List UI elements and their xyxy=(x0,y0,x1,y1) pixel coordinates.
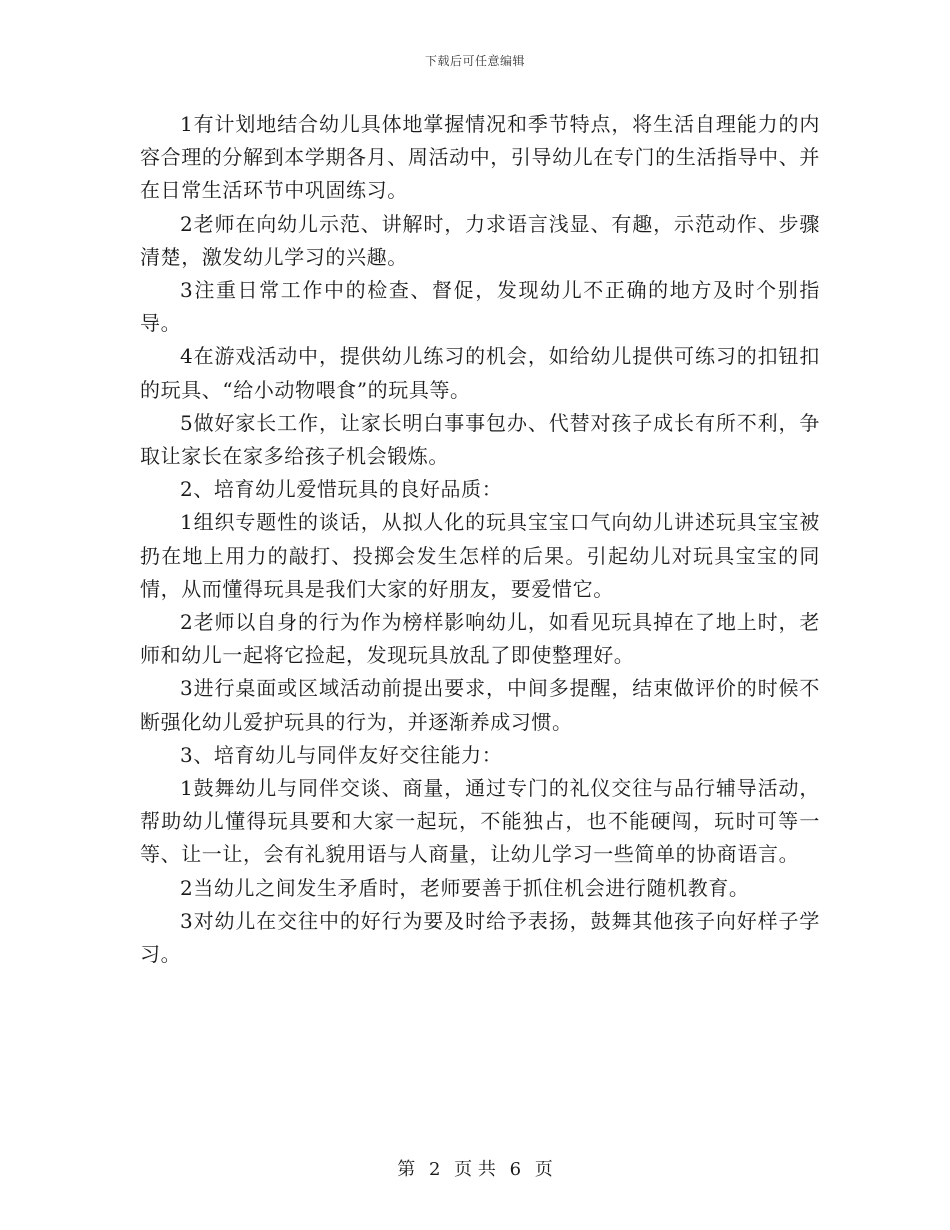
footer-page-number: 2 xyxy=(428,1159,441,1180)
page-footer xyxy=(0,1155,950,1181)
paragraph: 1组织专题性的谈话，从拟人化的玩具宝宝口气向幼儿讲述玩具宝宝被扔在地上用力的敲打、投掷会发生怎样的后果。引起幼儿对玩具宝宝的同情，从而懂得玩具是我们大家的好朋友，要爱惜它。 xyxy=(140,510,820,601)
paragraph: 1有计划地结合幼儿具体地掌握情况和季节特点，将生活自理能力的内容合理的分解到本学期各月、周活动中，引导幼儿在专门的生活指导中、并在日常生活环节中巩固练习。 xyxy=(140,112,820,203)
page-header: 下载后可任意编辑 xyxy=(424,54,525,68)
paragraph: 1鼓舞幼儿与同伴交谈、商量，通过专门的礼仪交往与品行辅导活动，帮助幼儿懂得玩具要和大家一起玩，不能独占，也不能硬闯，玩时可等一等、让一让，会有礼貌用语与人商量，让幼儿学习一些简单的协商语言。 xyxy=(140,776,820,867)
footer-prefix: 第 xyxy=(397,1159,416,1180)
document-body xyxy=(140,108,820,971)
footer-suffix: 页 xyxy=(534,1159,553,1180)
footer-middle: 页 共 xyxy=(454,1159,496,1180)
footer-total-pages: 6 xyxy=(509,1159,522,1180)
paragraph: 2老师在向幼儿示范、讲解时，力求语言浅显、有趣，示范动作、步骤清楚，激发幼儿学习的兴趣。 xyxy=(140,211,820,269)
paragraph: 3注重日常工作中的检查、督促，发现幼儿不正确的地方及时个别指导。 xyxy=(140,278,820,336)
section-heading: 3、培育幼儿与同伴友好交往能力： xyxy=(180,742,503,767)
paragraph: 3进行桌面或区域活动前提出要求，中间多提醒，结束做评价的时候不断强化幼儿爱护玩具的行为，并逐渐养成习惯。 xyxy=(140,676,820,734)
paragraph: 2当幼儿之间发生矛盾时，老师要善于抓住机会进行随机教育。 xyxy=(180,875,750,900)
paragraph: 2老师以自身的行为作为榜样影响幼儿，如看见玩具掉在了地上时，老师和幼儿一起将它捡起，发现玩具放乱了即使整理好。 xyxy=(140,610,820,668)
section-heading: 2、培育幼儿爱惜玩具的良好品质： xyxy=(180,477,503,502)
paragraph: 5做好家长工作，让家长明白事事包办、代替对孩子成长有所不利，争取让家长在家多给孩子机会锻炼。 xyxy=(140,410,820,469)
paragraph: 3对幼儿在交往中的好行为要及时给予表扬，鼓舞其他孩子向好样子学习。 xyxy=(140,908,820,967)
paragraph: 4在游戏活动中，提供幼儿练习的机会，如给幼儿提供可练习的扣钮扣的玩具、“给小动物喂食”的玩具等。 xyxy=(140,344,820,402)
